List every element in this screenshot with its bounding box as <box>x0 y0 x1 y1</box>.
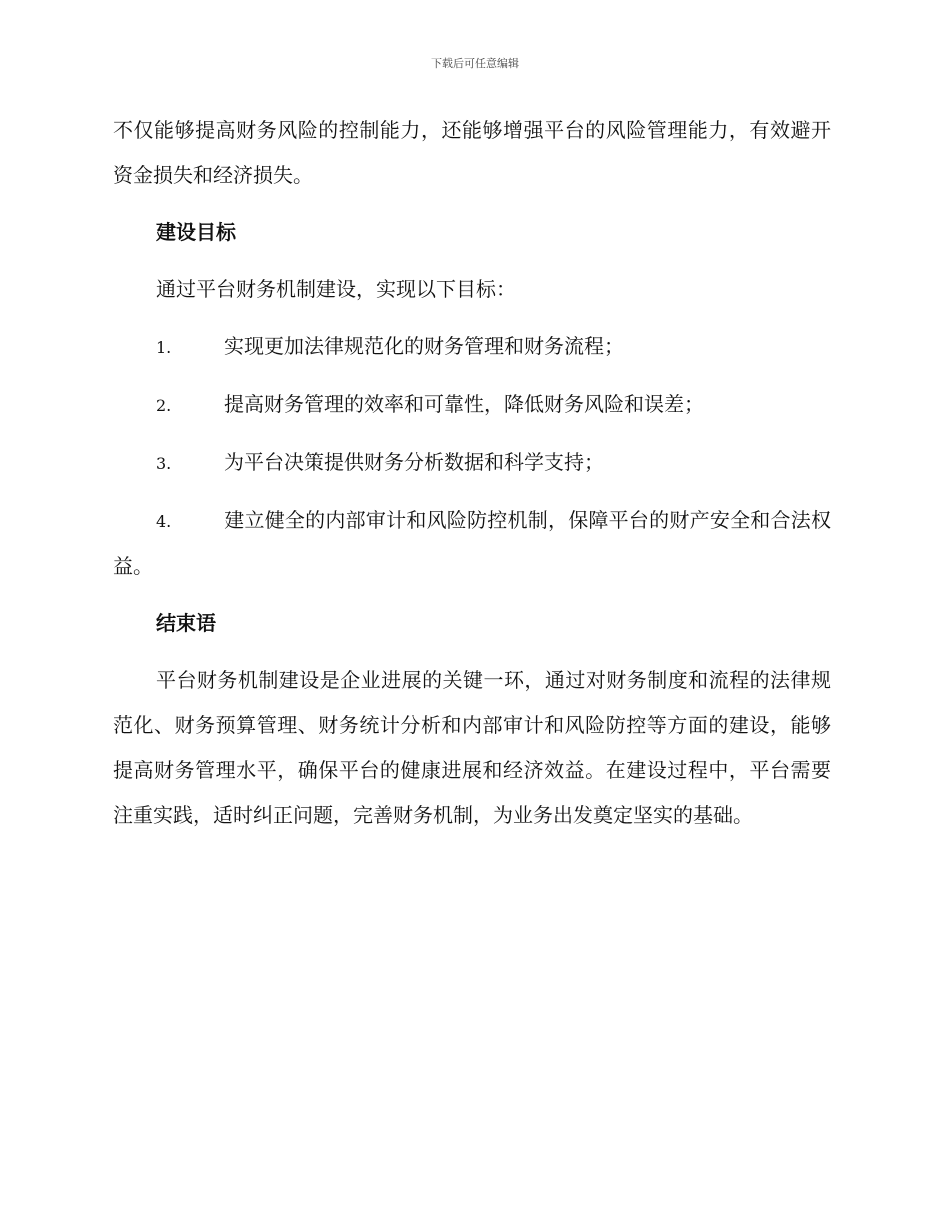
document-body <box>113 108 831 850</box>
list-item <box>113 440 831 486</box>
section-heading-goals: 建设目标 <box>156 220 236 244</box>
list-item-number: 1. <box>156 338 172 357</box>
section-heading-conclusion: 结束语 <box>156 611 216 635</box>
list-item-text: 实现更加法律规范化的财务管理和财务流程； <box>224 334 624 358</box>
list-item <box>113 382 831 428</box>
list-item-text: 为平台决策提供财务分析数据和科学支持； <box>224 450 604 474</box>
list-item-text: 提高财务管理的效率和可靠性，降低财务风险和误差； <box>224 392 704 416</box>
intro-paragraph: 不仅能够提高财务风险的控制能力，还能够增强平台的风险管理能力，有效避开资金损失和经济损失。 <box>113 118 831 187</box>
list-item <box>113 324 831 370</box>
goals-lead-paragraph: 通过平台财务机制建设，实现以下目标： <box>156 277 516 301</box>
list-item-number: 2. <box>156 396 172 415</box>
list-item-number: 3. <box>156 454 172 473</box>
list-item <box>113 498 831 589</box>
list-item-text: 建立健全的内部审计和风险防控机制，保障平台的财产安全和合法权益。 <box>113 508 831 578</box>
list-item-number: 4. <box>156 512 172 531</box>
conclusion-paragraph: 平台财务机制建设是企业进展的关键一环，通过对财务制度和流程的法律规范化、财务预算管理、财务统计分析和内部审计和风险防控等方面的建设，能够提高财务管理水平，确保平台的健康进展和经济效益。在建设过程中，平台需要注重实践，适时纠正问题，完善财务机制，为业务出发奠定坚实的基础。 <box>113 668 831 827</box>
page-header: 下载后可任意编辑 <box>431 57 519 70</box>
